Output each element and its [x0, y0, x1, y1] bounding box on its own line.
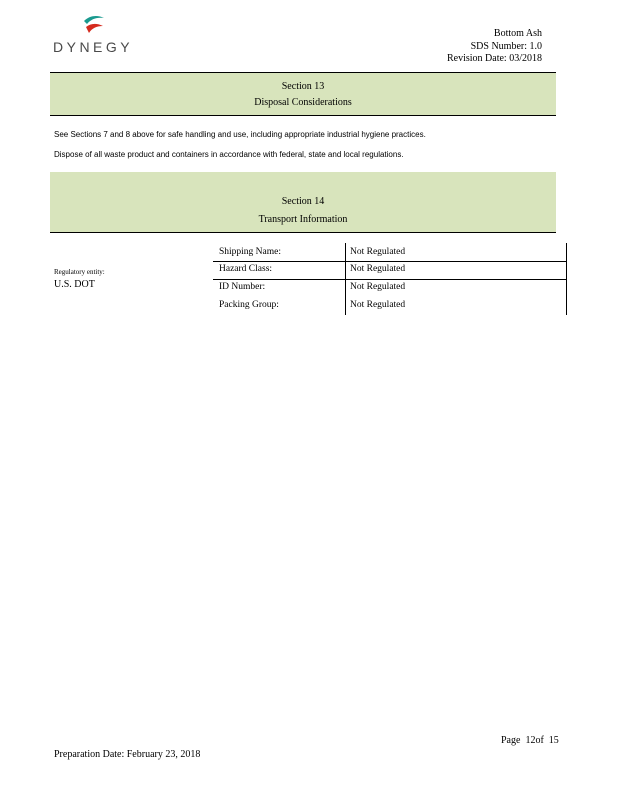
section-14-number: Section 14: [281, 196, 325, 207]
regulatory-entity-value: U.S. DOT: [54, 279, 95, 290]
section-13-header: [50, 73, 556, 116]
dynegy-swoosh-icon: [82, 15, 106, 35]
disposal-paragraph-1: See Sections 7 and 8 above for safe handling and use, including appropriate industrial hygiene practices.: [54, 130, 426, 139]
logo-text: DYNEGY: [53, 39, 134, 55]
dynegy-logo: [53, 15, 143, 60]
section-13-title: Disposal Considerations: [254, 97, 352, 108]
table-divider: [213, 261, 567, 262]
shipping-name-value: Not Regulated: [350, 247, 406, 257]
packing-group-value: Not Regulated: [350, 300, 406, 310]
shipping-name-label: Shipping Name:: [219, 247, 282, 257]
hazard-class-value: Not Regulated: [350, 264, 406, 274]
id-number-value: Not Regulated: [350, 282, 406, 292]
id-number-label: ID Number:: [219, 282, 266, 292]
disposal-paragraph-2: Dispose of all waste product and containers in accordance with federal, state and local regulations.: [54, 150, 404, 159]
table-divider: [213, 279, 567, 280]
document-info: [447, 28, 542, 66]
page-number: Page 12of 15: [501, 735, 559, 746]
regulatory-entity-label: Regulatory entity:: [54, 268, 105, 276]
sds-number: SDS Number: 1.0: [470, 40, 542, 52]
product-name: Bottom Ash: [493, 28, 542, 39]
hazard-class-label: Hazard Class:: [219, 264, 273, 274]
section-14-title: Transport Information: [258, 214, 348, 225]
section-14-header: [50, 172, 556, 233]
revision-date: Revision Date: 03/2018: [447, 53, 542, 64]
preparation-date: Preparation Date: February 23, 2018: [54, 749, 201, 760]
section-13-number: Section 13: [281, 81, 325, 92]
packing-group-label: Packing Group:: [219, 300, 279, 310]
